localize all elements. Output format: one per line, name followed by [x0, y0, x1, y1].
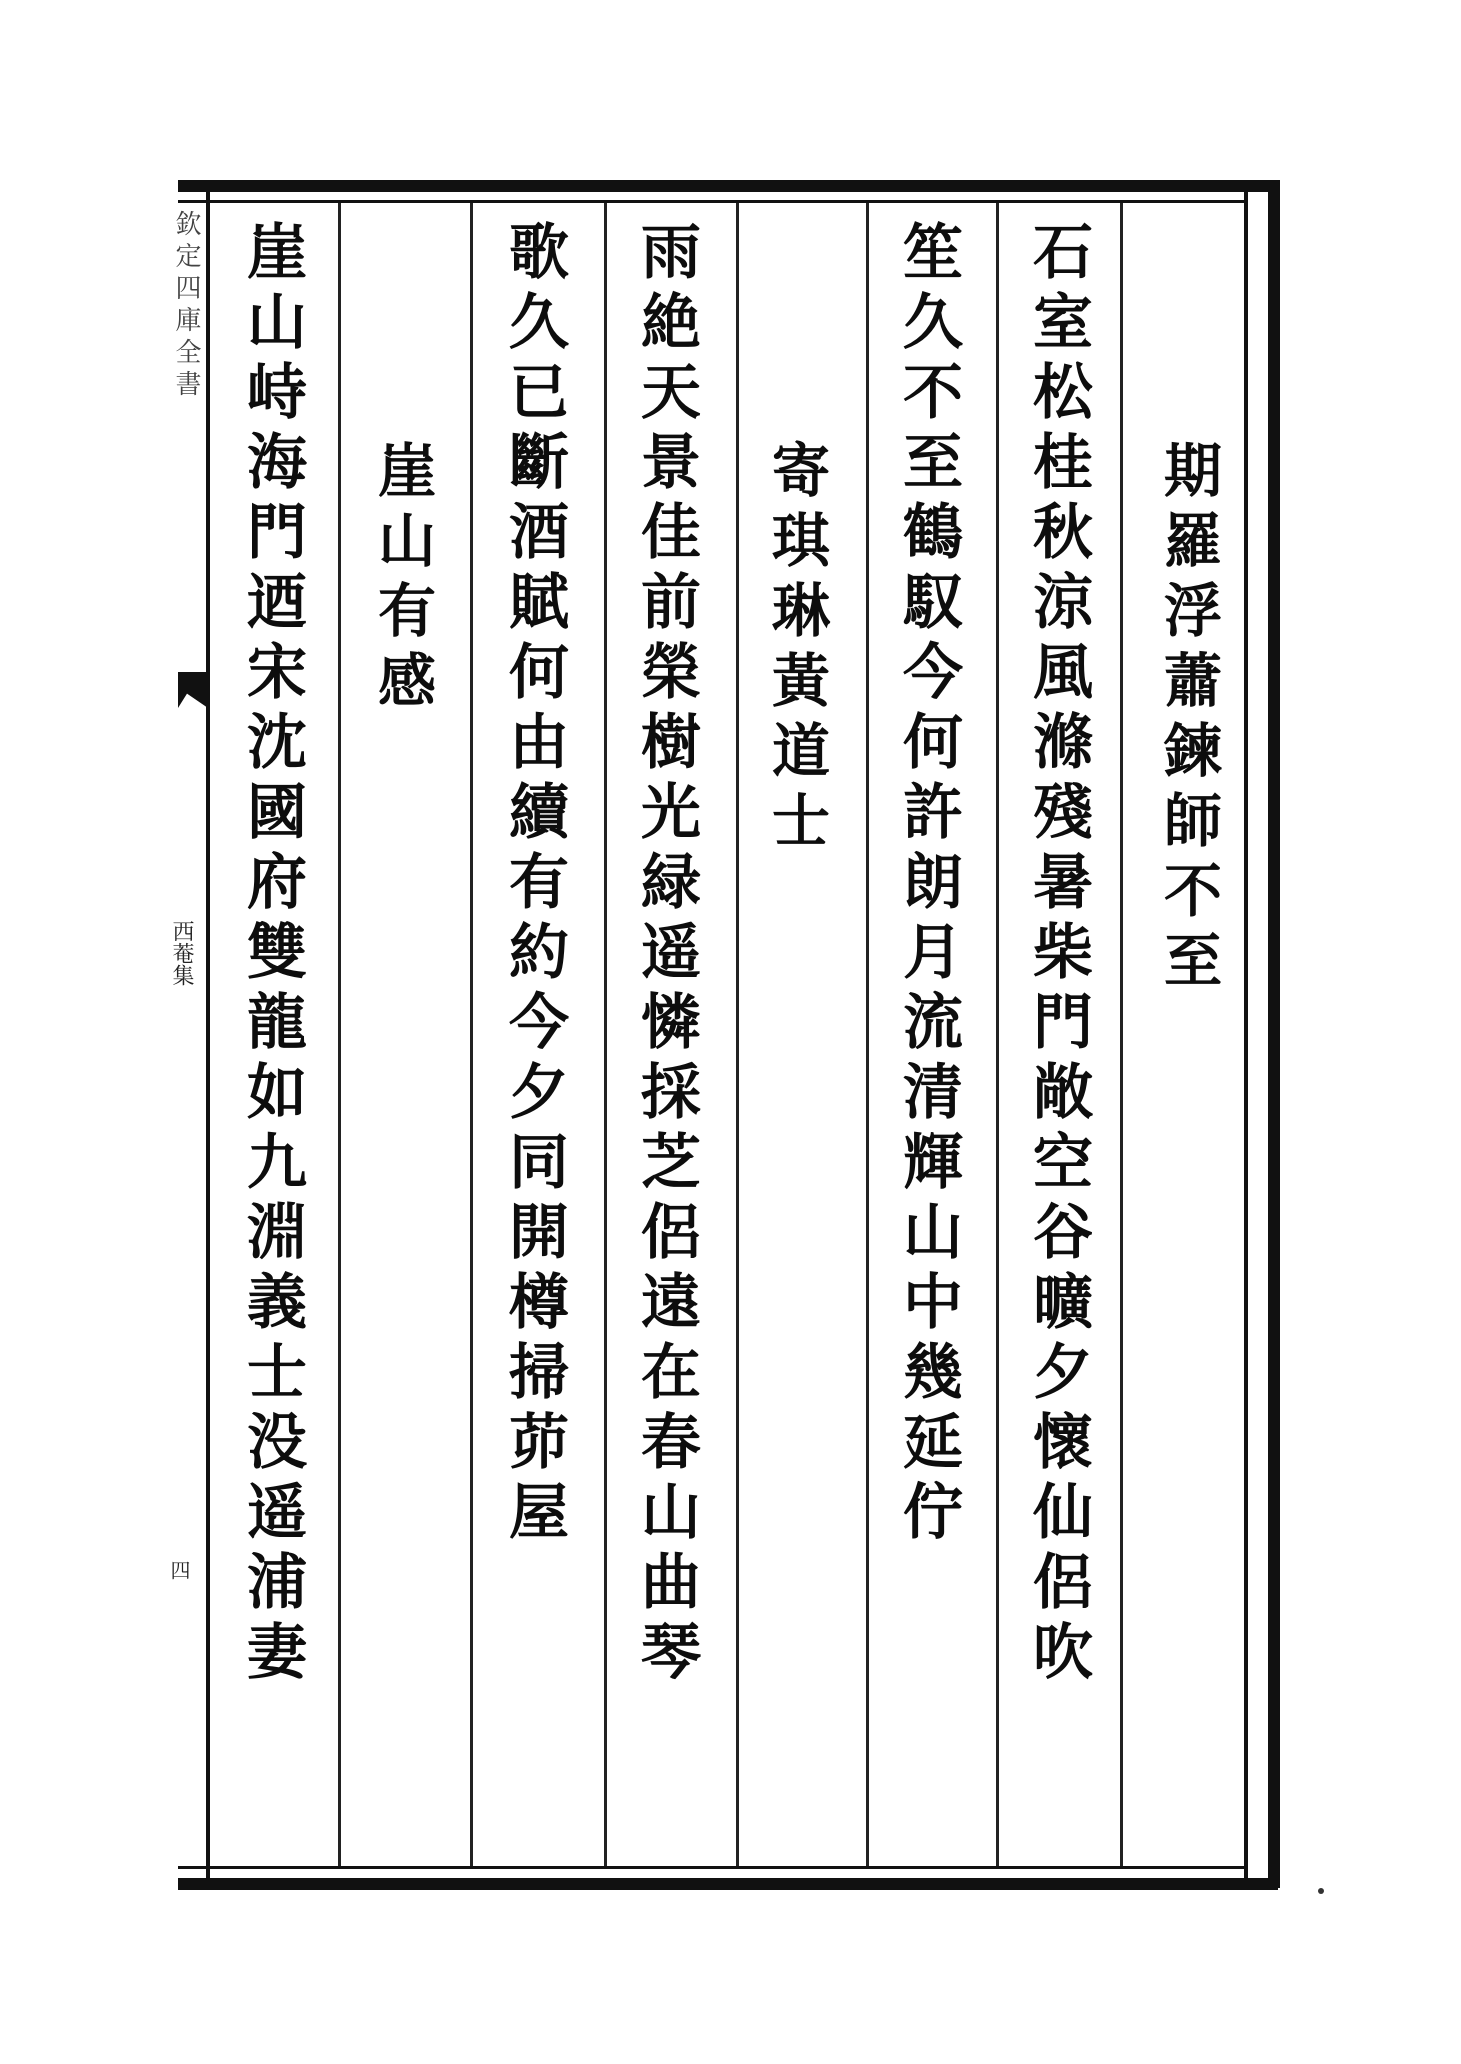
gutter-divider-line: [206, 192, 210, 1878]
poem-title-1: 期羅浮蕭鍊師不至: [1154, 440, 1222, 1000]
column-rule: [470, 203, 473, 1866]
column-rule: [338, 203, 341, 1866]
poem-line: 雨絶天景佳前榮樹光緑遥憐採芝侶遠在春山曲琴: [631, 220, 701, 1690]
poem-line: 崖山峙海門迺宋沈國府雙龍如九淵義士没遥浦妻: [237, 220, 307, 1690]
page-gutter: [171, 192, 206, 1878]
column-rule: [1120, 203, 1123, 1866]
frame-top-border: [178, 180, 1278, 192]
poem-line: 笙久不至鶴馭今何許朗月流清輝山中幾延佇: [893, 220, 963, 1550]
gutter-page-number: 四: [167, 1560, 191, 1580]
column-rule: [866, 203, 869, 1866]
frame-inner-bottom-line: [178, 1866, 1248, 1869]
poem-title-3: 崖山有感: [368, 440, 436, 720]
column-rule: [736, 203, 739, 1866]
gutter-book-title: 西菴集: [169, 920, 194, 986]
poem-line: 歌久已斷酒賦何由續有約今夕同開樽掃茆屋: [499, 220, 569, 1550]
column-rule: [604, 203, 607, 1866]
frame-inner-right-line: [1244, 192, 1248, 1878]
poem-line: 石室松桂秋涼風滌殘暑柴門敞空谷曠夕懷仙侶吹: [1023, 220, 1093, 1690]
gutter-collection-title: 欽定四庫全書: [171, 210, 201, 402]
ink-speck: [1318, 1888, 1324, 1894]
frame-right-border: [1268, 180, 1280, 1888]
column-rule: [996, 203, 999, 1866]
poem-title-2: 寄琪琳黃道士: [762, 440, 830, 860]
frame-bottom-border: [178, 1878, 1278, 1890]
